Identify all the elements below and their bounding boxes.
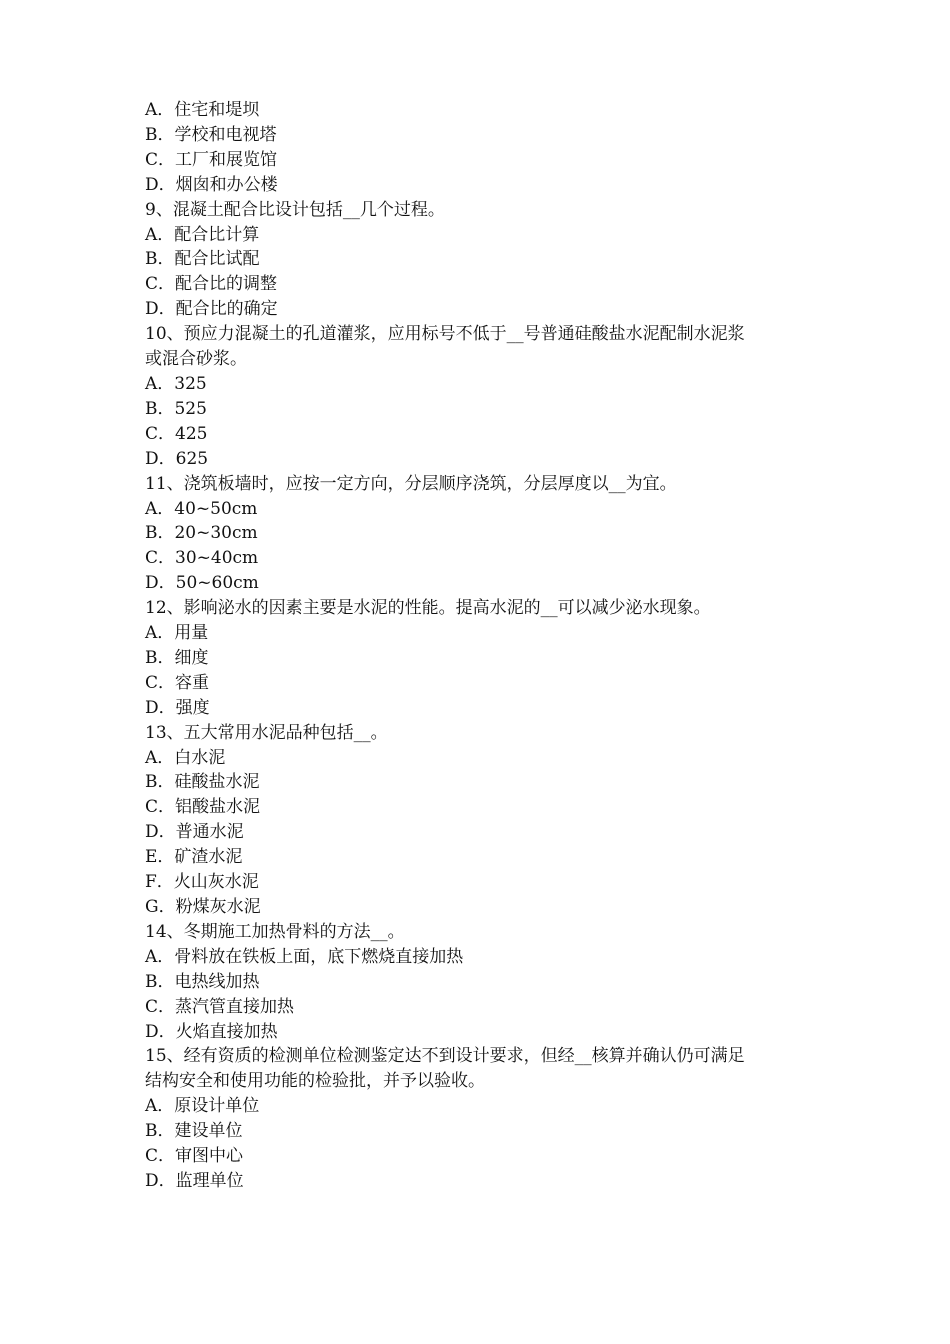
text-line: G．粉煤灰水泥 <box>145 897 261 917</box>
question-9: 9、混凝土配合比设计包括__几个过程。 <box>145 199 445 220</box>
text-line: C．铝酸盐水泥 <box>145 797 261 818</box>
text-line: D．配合比的确定 <box>145 299 278 320</box>
question-14: 14、冬期施工加热骨料的方法__。 <box>145 921 405 942</box>
text-line: A．骨料放在铁板上面，底下燃烧直接加热 <box>145 946 464 967</box>
text-line: C．容重 <box>145 672 210 693</box>
text-line: D．火焰直接加热 <box>145 1021 278 1042</box>
text-line: B．学校和电视塔 <box>145 124 277 145</box>
text-line: D．强度 <box>145 697 210 718</box>
text-line: A．住宅和堤坝 <box>145 100 260 120</box>
text-line: B．硅酸盐水泥 <box>145 772 260 793</box>
question-13: 13、五大常用水泥品种包括__。 <box>145 722 388 743</box>
question-10: 10、预应力混凝土的孔道灌浆，应用标号不低于__号普通硅酸盐水泥配制水泥浆 <box>145 324 745 345</box>
text-line: B．20~30cm <box>145 523 258 544</box>
text-line: C．425 <box>145 423 208 444</box>
question-15: 15、经有资质的检测单位检测鉴定达不到设计要求，但经__核算并确认仍可满足 <box>145 1046 745 1067</box>
text-line: D．625 <box>145 448 209 469</box>
question-11: 11、浇筑板墙时，应按一定方向，分层顺序浇筑，分层厚度以__为宜。 <box>145 473 677 494</box>
text-line: B．配合比试配 <box>145 249 260 270</box>
text-line: A．配合比计算 <box>145 224 260 245</box>
text-line: A．用量 <box>145 623 209 644</box>
question-12: 12、影响泌水的因素主要是水泥的性能。提高水泥的__可以减少泌水现象。 <box>145 598 711 619</box>
document-body <box>145 98 815 1194</box>
text-line: C．配合比的调整 <box>145 274 278 295</box>
text-line: C．蒸汽管直接加热 <box>145 996 295 1017</box>
text-line: C．工厂和展览馆 <box>145 149 278 170</box>
text-line: A．白水泥 <box>145 747 226 768</box>
question-10-continued: 或混合砂浆。 <box>145 349 247 370</box>
text-line: C．审图中心 <box>145 1146 244 1167</box>
text-line: A．40~50cm <box>145 498 258 519</box>
text-line: D．烟囱和办公楼 <box>145 174 278 195</box>
text-line: B．电热线加热 <box>145 971 260 992</box>
text-line: F．火山灰水泥 <box>145 872 259 893</box>
text-line: D．50~60cm <box>145 573 259 594</box>
text-line: D．普通水泥 <box>145 822 244 843</box>
text-line: E．矿渣水泥 <box>145 847 243 868</box>
text-line: D．监理单位 <box>145 1170 244 1191</box>
question-15-continued: 结构安全和使用功能的检验批，并予以验收。 <box>145 1071 485 1092</box>
text-line: A．325 <box>145 373 207 394</box>
text-line: B．建设单位 <box>145 1121 243 1142</box>
text-line: B．525 <box>145 398 207 419</box>
text-line: C．30~40cm <box>145 548 259 569</box>
text-line: A．原设计单位 <box>145 1096 260 1117</box>
text-line: B．细度 <box>145 647 209 668</box>
